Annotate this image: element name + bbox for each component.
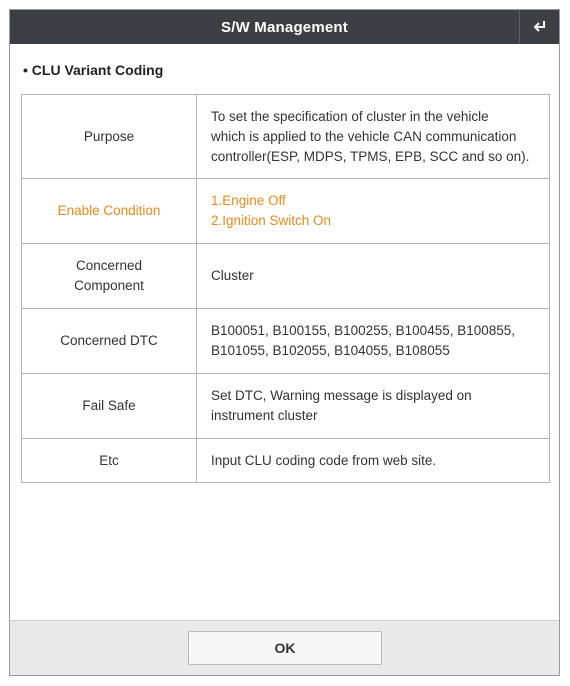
- row-label-etc: Etc: [22, 439, 197, 483]
- row-value-etc: [197, 439, 550, 483]
- label-line: Component: [74, 278, 144, 293]
- value-line: Set DTC, Warning message is displayed on: [211, 388, 472, 403]
- row-value-fail-safe: [197, 374, 550, 439]
- value-line: 2.Ignition Switch On: [211, 213, 332, 228]
- dialog-title: S/W Management: [221, 18, 348, 36]
- row-label-purpose: Purpose: [22, 95, 197, 179]
- row-value-concerned-component: [197, 244, 550, 309]
- value-line: To set the specification of cluster in the vehicle: [211, 108, 489, 124]
- label-line: Concerned: [75, 258, 143, 273]
- title-bar: [10, 10, 559, 44]
- row-label-concerned-dtc: Concerned DTC: [22, 309, 197, 374]
- value-line: controller(ESP, MDPS, TPMS, EPB, SCC and so on).: [211, 148, 530, 164]
- table-row: [22, 374, 550, 439]
- row-value-concerned-dtc: [197, 309, 550, 374]
- row-value-purpose: [197, 95, 550, 179]
- table-row: [22, 439, 550, 483]
- value-line: which is applied to the vehicle CAN communication: [211, 128, 517, 144]
- table-row: [22, 309, 550, 374]
- section-title: • CLU Variant Coding: [23, 62, 164, 78]
- value-line: Cluster: [211, 268, 254, 283]
- row-label-concerned-component: [22, 244, 197, 309]
- sw-management-dialog: [9, 9, 560, 676]
- table-row: [22, 244, 550, 309]
- row-label-fail-safe: Fail Safe: [22, 374, 197, 439]
- row-value-enable-condition: [197, 179, 550, 244]
- row-label-enable-condition: Enable Condition: [22, 179, 197, 244]
- table-row: [22, 179, 550, 244]
- dialog-footer: [10, 620, 559, 675]
- back-button[interactable]: [519, 10, 559, 44]
- value-line: B101055, B102055, B104055, B108055: [211, 343, 450, 358]
- value-line: B100051, B100155, B100255, B100455, B100855,: [211, 323, 516, 338]
- value-line: 1.Engine Off: [211, 193, 286, 208]
- ok-button[interactable]: OK: [188, 631, 382, 665]
- value-line: Input CLU coding code from web site.: [211, 452, 437, 468]
- return-arrow-icon: [531, 18, 549, 36]
- info-table: [21, 94, 550, 483]
- value-line: instrument cluster: [211, 408, 318, 423]
- table-row: [22, 95, 550, 179]
